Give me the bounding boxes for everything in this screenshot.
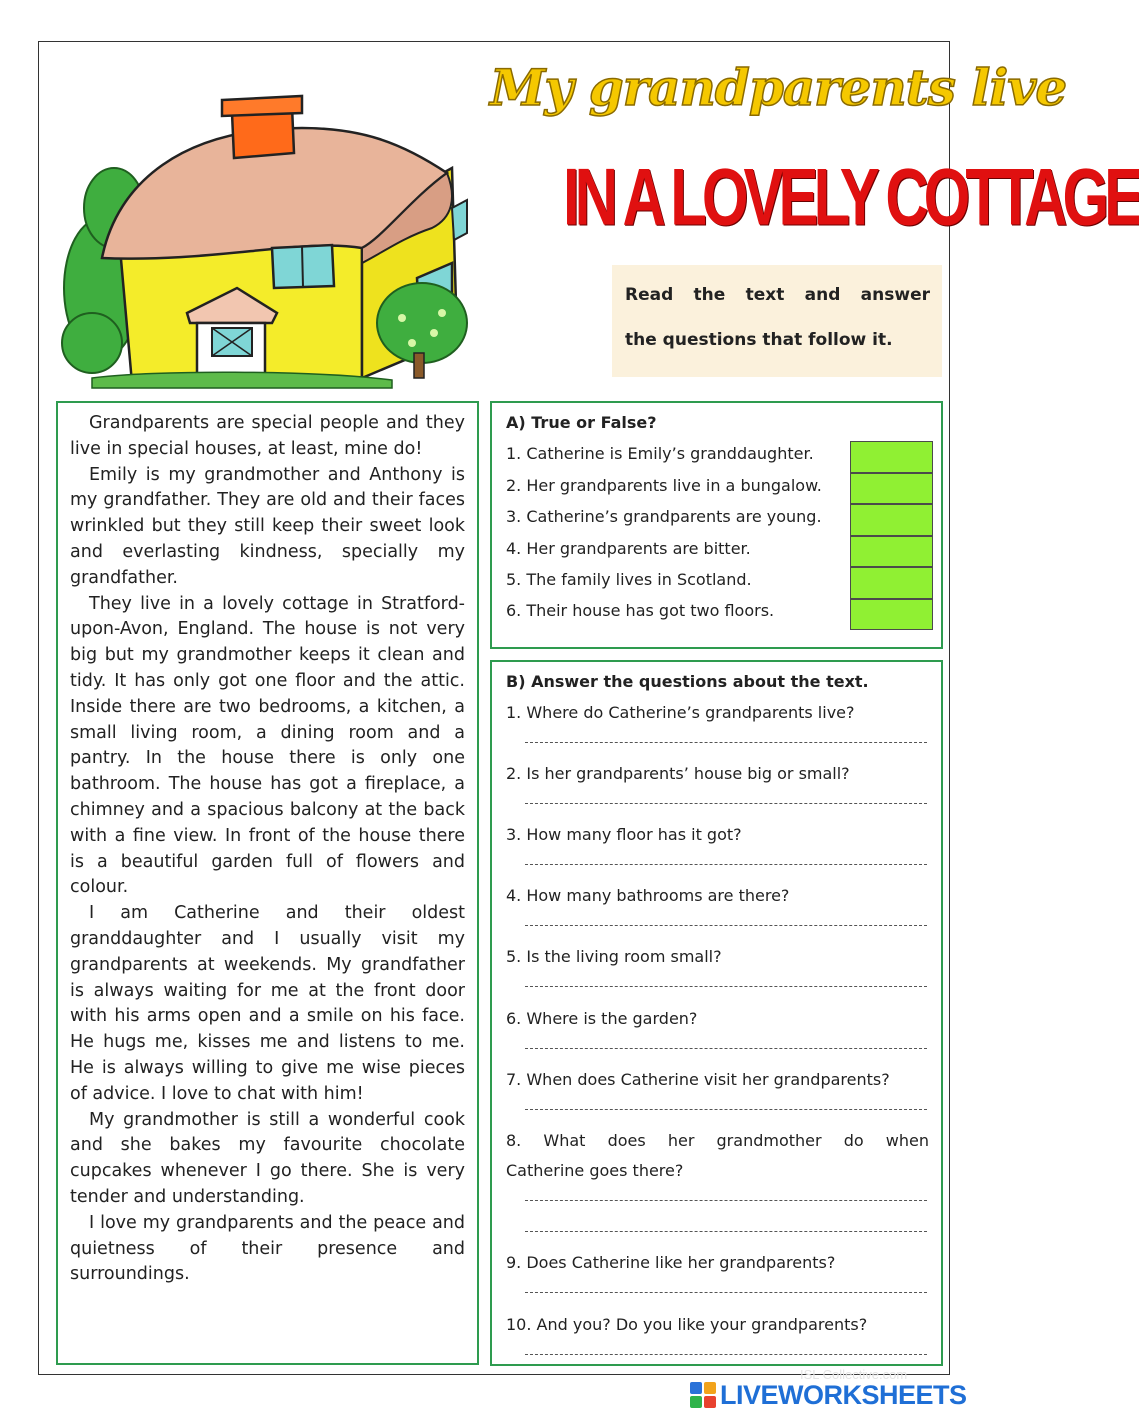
true-false-section	[490, 401, 943, 649]
cottage-illustration	[62, 88, 462, 393]
question: 8. What does her grandmother do when	[506, 1131, 929, 1150]
question: 6. Where is the garden?	[506, 1009, 698, 1028]
story-paragraph: Emily is my grandmother and Anthony is my grandfather. They are old and their faces wrinkled but they still keep their sweet look and everlasting kindness, specially my grandfather.	[70, 464, 465, 588]
tf-answer-field[interactable]	[850, 567, 933, 599]
liveworksheets-brand: LIVEWORKSHEETS	[720, 1380, 967, 1410]
answer-line[interactable]	[525, 742, 927, 743]
story-paragraph: I love my grandparents and the peace and quietness of their presence and surroundings.	[70, 1212, 465, 1285]
question: 5. Is the living room small?	[506, 947, 722, 966]
answer-line[interactable]	[525, 803, 927, 804]
questions-heading: B) Answer the questions about the text.	[506, 672, 869, 691]
instructions-box	[612, 265, 942, 377]
liveworksheets-icon	[690, 1382, 716, 1408]
tf-answer-field[interactable]	[850, 441, 933, 473]
tf-statement: 1. Catherine is Emily’s granddaughter.	[506, 444, 814, 463]
title-line-2: IN A LOVELY COTTAGE	[563, 151, 1139, 242]
question: 1. Where do Catherine’s grandparents live?	[506, 703, 855, 722]
tf-answer-field[interactable]	[850, 504, 933, 536]
answer-line[interactable]	[525, 986, 927, 987]
question: 9. Does Catherine like her grandparents?	[506, 1253, 836, 1272]
question: 2. Is her grandparents’ house big or small?	[506, 764, 850, 783]
tf-statement: 5. The family lives in Scotland.	[506, 570, 752, 589]
tf-answer-field[interactable]	[850, 536, 933, 568]
reading-text-box	[56, 401, 479, 1365]
question-continued: Catherine goes there?	[506, 1161, 684, 1180]
answer-line[interactable]	[525, 1109, 927, 1110]
story-paragraph: They live in a lovely cottage in Stratford-upon-Avon, England. The house is not very big but my grandmother keeps it clean and tidy. It has only got one floor and the attic. Inside there are two bedrooms, a kitchen, a small living room, a dining room and a pantry. In the house there is only one bathroom. The house has got a fireplace, a chimney and a spacious balcony at the back with a fine view. In front of the house there is a beautiful garden full of flowers and colour.	[70, 593, 465, 898]
true-false-heading: A) True or False?	[506, 413, 657, 432]
answer-line[interactable]	[525, 925, 927, 926]
tf-statement: 4. Her grandparents are bitter.	[506, 539, 751, 558]
story-paragraph: My grandmother is still a wonderful cook and she bakes my favourite chocolate cupcakes whenever I go there. She is very tender and understanding.	[70, 1109, 465, 1207]
answer-line[interactable]	[525, 1292, 927, 1293]
question: 3. How many floor has it got?	[506, 825, 742, 844]
questions-section	[490, 660, 943, 1366]
answer-line[interactable]	[525, 864, 927, 865]
question: 10. And you? Do you like your grandparents?	[506, 1315, 868, 1334]
answer-line[interactable]	[525, 1048, 927, 1049]
question: 4. How many bathrooms are there?	[506, 886, 790, 905]
tf-statement: 3. Catherine’s grandparents are young.	[506, 507, 822, 526]
liveworksheets-logo	[690, 1380, 990, 1410]
story-paragraph: I am Catherine and their oldest granddaughter and I usually visit my grandparents at weekends. My grandfather is always waiting for me at the front door with his arms open and a smile on his face. He hugs me, kisses me and listens to me. He is always willing to give me wise pieces of advice. I love to chat with him!	[70, 903, 465, 1104]
tf-statement: 6. Their house has got two floors.	[506, 601, 775, 620]
answer-line[interactable]	[525, 1200, 927, 1201]
tf-answer-field[interactable]	[850, 473, 933, 505]
instructions-line-2: the questions that follow it.	[625, 330, 893, 350]
answer-line[interactable]	[525, 1354, 927, 1355]
instructions-line-1: Read the text and answer	[625, 285, 930, 305]
ghost-watermark: ISL Collective.com	[800, 1367, 908, 1382]
story-paragraph: Grandparents are special people and they live in special houses, at least, mine do!	[70, 413, 465, 459]
tf-statement: 2. Her grandparents live in a bungalow.	[506, 476, 822, 495]
tf-answer-field[interactable]	[850, 599, 933, 631]
question: 7. When does Catherine visit her grandparents?	[506, 1070, 890, 1089]
answer-line[interactable]	[525, 1231, 927, 1232]
title-line-1: My grandparents live	[490, 58, 1067, 117]
